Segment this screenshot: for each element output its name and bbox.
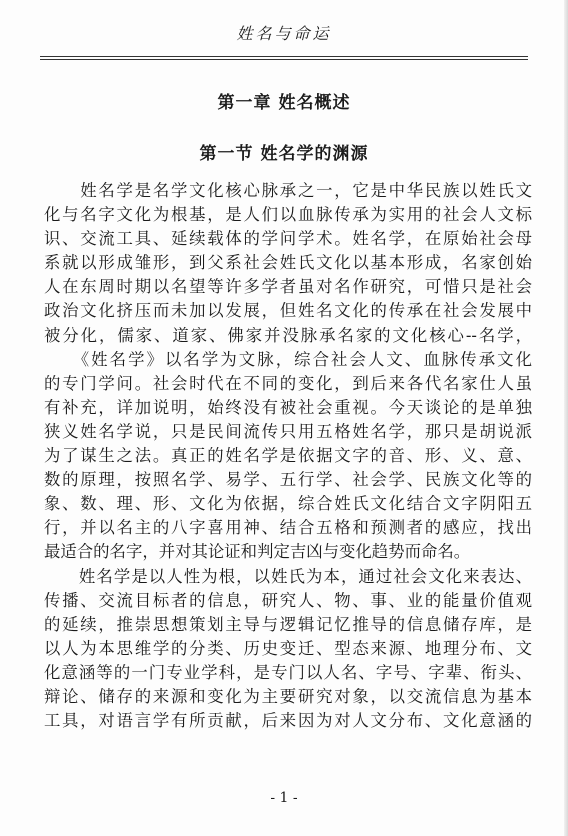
text-line: 象、数、理、形、文化为依据，综合姓氏文化结合文字阴阳五	[44, 494, 532, 514]
page-number: - 1 -	[270, 790, 298, 806]
text-line: 的延续，推崇思想策划主导与逻辑记忆推导的信息储存库，是	[44, 614, 532, 634]
text-line: 以人为本思维学的分类、历史变迁、型态来源、地理分布、文	[44, 638, 532, 658]
text-line: 化意涵等的一门专业学科，是专门以人名、字号、字辈、衔头、	[44, 662, 532, 682]
page-edge-shadow	[564, 0, 568, 836]
text-line: 人在东周时期以名望等许多学者虽对名作研究，可惜只是社会	[44, 277, 532, 297]
section-title: 第一节 姓名学的渊源	[199, 144, 369, 164]
text-line: 行，并以名主的八字喜用神、结合五格和预测者的感应，找出	[44, 518, 532, 538]
text-line: 为了谋生之法。真正的姓名学是依据文字的音、形、义、意、	[44, 446, 532, 466]
text-line: 被分化，儒家、道家、佛家并没脉承名家的文化核心--名学，	[44, 325, 532, 345]
text-line: 系就以形成雏形，到父系社会姓氏文化以基本形成，名家创始	[44, 253, 532, 273]
text-line: 的专门学问。社会时代在不同的变化，到后来各代名家仕人虽	[44, 373, 532, 393]
running-header: 姓名与命运	[40, 18, 528, 57]
text-line: 工具，对语言学有所贡献，后来因为对人文分布、文化意涵的	[44, 711, 532, 731]
body-text	[44, 179, 532, 733]
text-line: 传播、交流目标者的信息，研究人、物、事、业的能量价值观	[44, 590, 532, 610]
text-line: 最适合的名字，并对其论证和判定吉凶与变化趋势而命名。	[44, 542, 471, 562]
text-line: 《姓名学》以名学为文脉，综合社会人文、血脉传承文化	[44, 349, 532, 369]
text-line: 数的原理，按照名学、易学、五行学、社会学、民族文化等的	[44, 470, 532, 490]
text-line: 姓名学是名学文化核心脉承之一，它是中华民族以姓氏文	[44, 181, 532, 200]
chapter-title: 第一章 姓名概述	[217, 93, 351, 113]
text-line: 化与名字文化为根基，是人们以血脉传承为实用的社会人文标	[44, 205, 532, 225]
text-line: 有补充，详加说明，始终没有被社会重视。今天谈论的是单独	[44, 397, 532, 417]
text-line: 狭义姓名学说，只是民间流传只用五格姓名学，那只是胡说派	[44, 421, 532, 441]
text-line: 政治文化挤压而未加以发展，但姓名文化的传承在社会发展中	[44, 301, 532, 321]
text-line: 姓名学是以人性为根，以姓氏为本，通过社会文化来表达、	[44, 566, 532, 586]
text-line: 识、交流工具、延续载体的学问学术。姓名学，在原始社会母	[44, 229, 532, 249]
text-line: 辩论、储存的来源和变化为主要研究对象，以交流信息为基本	[44, 686, 532, 706]
